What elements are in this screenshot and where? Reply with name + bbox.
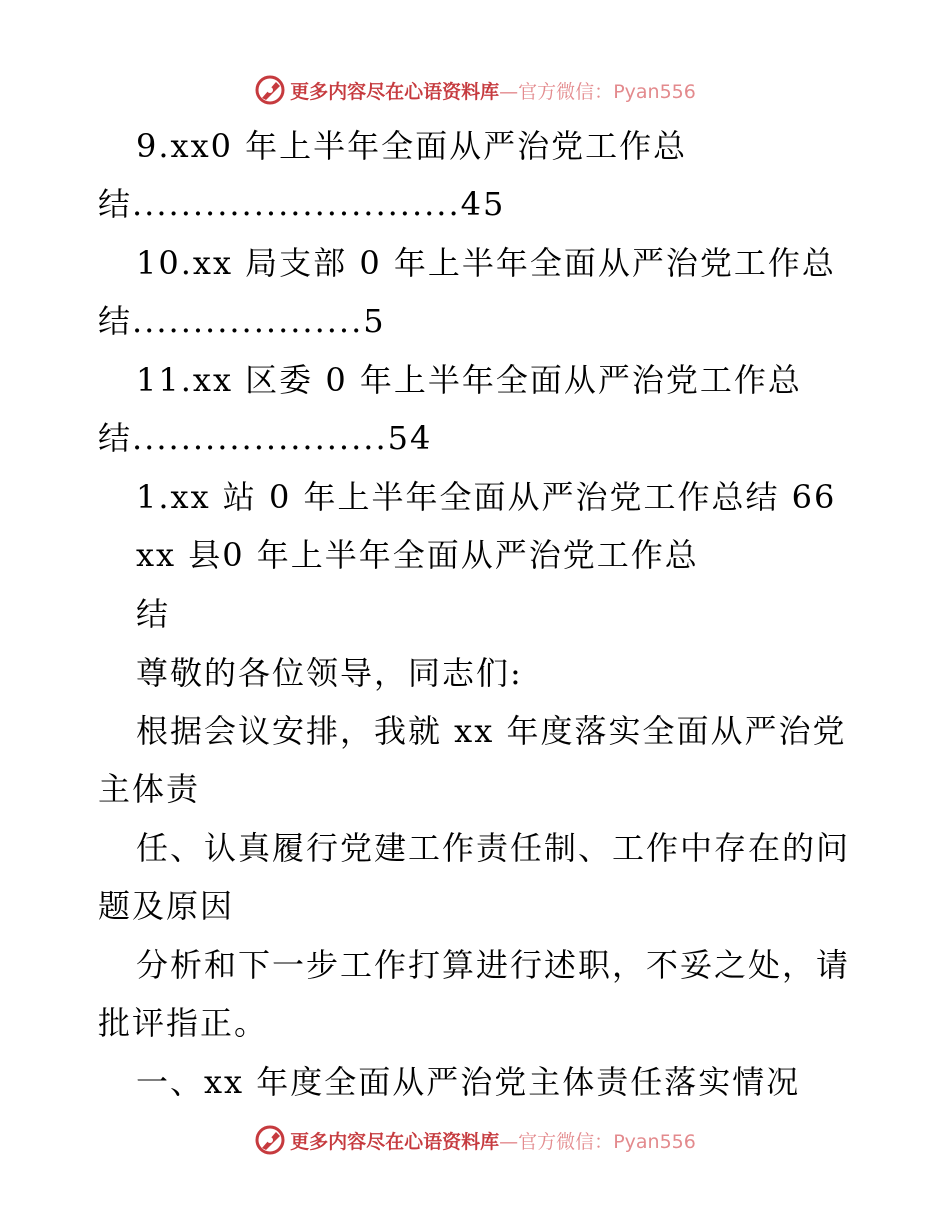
- text-line: 11.xx 区委 0 年上半年全面从严治党工作总: [136, 361, 802, 399]
- text-line: 题及原因: [98, 887, 235, 925]
- pen-nib-logo-icon: [254, 74, 286, 106]
- text-line: 结...................5: [98, 302, 386, 340]
- text-line: 分析和下一步工作打算进行述职，不妥之处，请: [136, 946, 851, 984]
- banner-wechat-id: Pyan556: [613, 80, 696, 103]
- text-line: 10.xx 局支部 0 年上半年全面从严治党工作总: [136, 244, 836, 282]
- text-line: 结: [136, 595, 171, 633]
- banner-text: [290, 1127, 696, 1154]
- text-line: 9.xx0 年上半年全面从严治党工作总: [136, 127, 688, 165]
- footer-banner: [0, 1120, 950, 1160]
- text-line: 一、xx 年度全面从严治党主体责任落实情况: [136, 1063, 801, 1101]
- banner-wechat-label: 官方微信：: [518, 1130, 614, 1153]
- banner-text: [290, 77, 696, 104]
- pen-nib-logo-icon: [254, 1124, 286, 1156]
- text-line: 主体责: [98, 770, 201, 808]
- text-line: 结...........................45: [98, 185, 506, 223]
- text-line: 任、认真履行党建工作责任制、工作中存在的问: [136, 829, 851, 867]
- text-line: 1.xx 站 0 年上半年全面从严治党工作总结 66: [136, 478, 837, 516]
- banner-main-text: 更多内容尽在心语资料库: [290, 80, 500, 103]
- banner-wechat-label: 官方微信：: [518, 80, 614, 103]
- text-line: 根据会议安排，我就 xx 年度落实全面从严治党: [136, 712, 847, 750]
- text-line: xx 县0 年上半年全面从严治党工作总: [136, 536, 699, 574]
- banner-main-text: 更多内容尽在心语资料库: [290, 1130, 500, 1153]
- banner-separator: —: [499, 1130, 519, 1153]
- banner-wechat-id: Pyan556: [613, 1130, 696, 1153]
- banner-separator: —: [499, 80, 519, 103]
- text-line: 批评指正。: [98, 1004, 269, 1042]
- text-line: 尊敬的各位领导，同志们:: [136, 654, 523, 692]
- text-line: 结.....................54: [98, 419, 433, 457]
- header-banner: [0, 70, 950, 110]
